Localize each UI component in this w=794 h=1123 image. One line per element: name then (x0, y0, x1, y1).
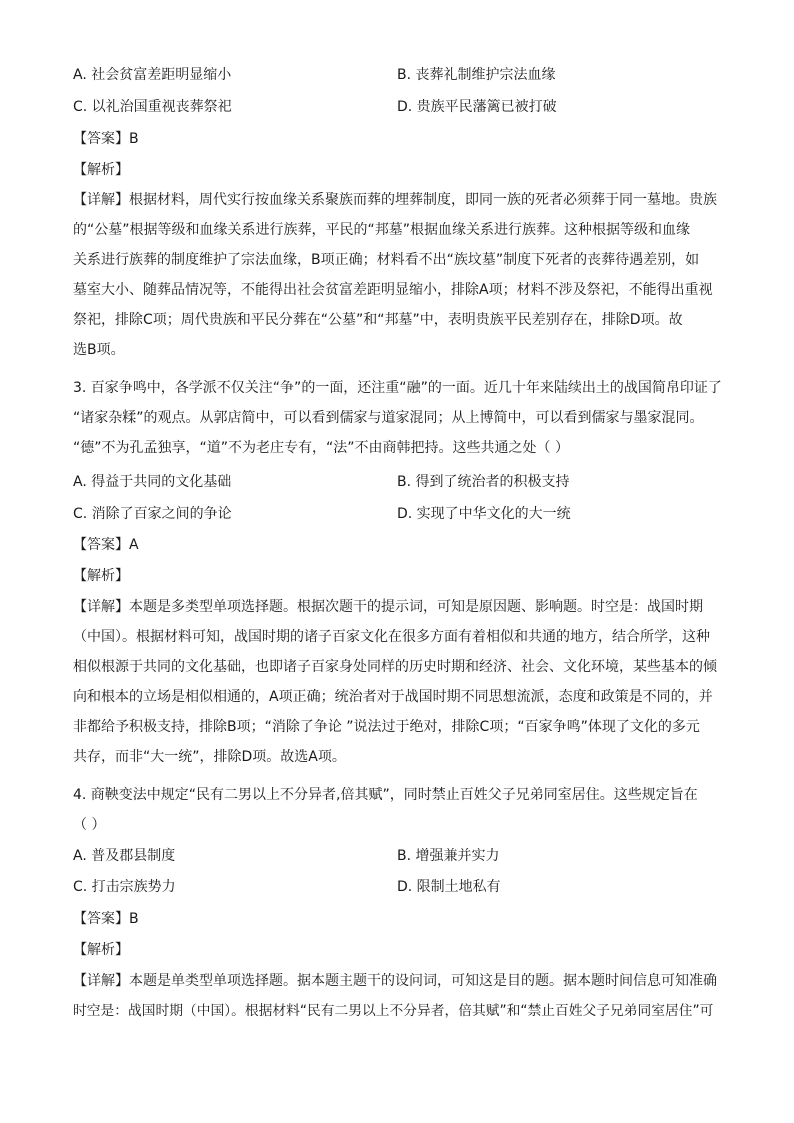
q3-detail-line: 相似根源于共同的文化基础，也即诸子百家身处同样的历史时期和经济、社会、文化环境，某些基本的倾 (73, 659, 717, 675)
q2-detail-line: 墓室大小、随葬品情况等，不能得出社会贫富差距明显缩小，排除A项；材料不涉及祭祀，不能得出重视 (73, 282, 713, 298)
q3-detail-line: 共存，而非“大一统”，排除D项。故选A项。 (73, 749, 346, 765)
q3-option-d[interactable]: D. 实现了中华文化的大一统 (397, 506, 571, 522)
q4-option-c[interactable]: C. 打击宗族势力 (73, 879, 176, 895)
q2-detail-line: 的“公墓”根据等级和血缘关系进行族葬，平民的“邦墓”根据血缘关系进行族葬。这种根据等级和血缘 (73, 222, 691, 238)
q4-stem (73, 780, 723, 840)
q3-stem-line: “诸家杂糅”的观点。从郭店简中，可以看到儒家与道家混同；从上博简中，可以看到儒家与墨家混同。 (73, 410, 704, 426)
q3-option-b[interactable]: B. 得到了统治者的积极支持 (397, 474, 570, 490)
q3-option-c[interactable]: C. 消除了百家之间的争论 (73, 506, 232, 522)
q2-detail (73, 185, 723, 365)
q4-option-b[interactable]: B. 增强兼并实力 (397, 848, 500, 864)
q3-answer: 【答案】A (73, 537, 139, 553)
q3-stem-line: “德”不为孔孟独享，“道”不为老庄专有，“法”不由商韩把持。这些共通之处（ ） (73, 440, 569, 456)
q3-detail (73, 592, 723, 772)
q2-option-b[interactable]: B. 丧葬礼制维护宗法血缘 (397, 67, 556, 83)
q2-option-a[interactable]: A. 社会贫富差距明显缩小 (73, 67, 232, 83)
q4-stem-line: 4. 商鞅变法中规定“民有二男以上不分异者,倍其赋”，同时禁止百姓父子兄弟同室居住。这些规定旨在 (73, 787, 698, 803)
q4-answer: 【答案】B (73, 911, 139, 927)
q4-option-a[interactable]: A. 普及郡县制度 (73, 848, 176, 864)
q4-analysis-label: 【解析】 (73, 942, 129, 958)
q2-analysis-label: 【解析】 (73, 162, 129, 178)
q2-option-d[interactable]: D. 贵族平民藩篱已被打破 (397, 99, 557, 115)
q2-option-c[interactable]: C. 以礼治国重视丧葬祭祀 (73, 99, 232, 115)
q3-analysis-label: 【解析】 (73, 568, 129, 584)
q3-detail-line: 向和根本的立场是相似相通的，A项正确；统治者对于战国时期不同思想流派，态度和政策是不同的，并 (73, 689, 713, 705)
q3-stem (73, 373, 723, 463)
q2-detail-line: 选B项。 (73, 342, 125, 358)
q4-option-d[interactable]: D. 限制土地私有 (397, 879, 501, 895)
q4-detail-line: 时空是：战国时期（中国）。根据材料“民有二男以上不分异者，倍其赋”和“禁止百姓父子兄弟同室居住”可 (73, 1003, 714, 1019)
q4-stem-line: （ ） (73, 817, 106, 833)
q2-detail-line: 祭祀，排除C项；周代贵族和平民分葬在“公墓”和“邦墓”中，表明贵族平民差别存在，排除D项。故 (73, 312, 683, 328)
q4-detail-line: 【详解】本题是单类型单项选择题。据本题主题干的设问词，可知这是目的题。据本题时间信息可知准确 (73, 973, 717, 989)
q3-stem-line: 3. 百家争鸣中，各学派不仅关注“争”的一面，还注重“融”的一面。近几十年来陆续出土的战国简帛印证了 (73, 380, 722, 396)
q3-detail-line: 【详解】本题是多类型单项选择题。根据次题干的提示词，可知是原因题、影响题。时空是：战国时期 (73, 599, 703, 615)
q3-detail-line: （中国）。根据材料可知，战国时期的诸子百家文化在很多方面有着相似和共通的地方，结合所学，这种 (73, 629, 710, 645)
q2-detail-line: 关系进行族葬的制度维护了宗法血缘，B项正确；材料看不出“族坟墓”制度下死者的丧葬待遇差别，如 (73, 252, 700, 268)
q3-detail-line: 非都给予积极支持，排除B项；“消除了争论 ”说法过于绝对，排除C项；“百家争鸣”体现了文化的多元 (73, 719, 700, 735)
q2-detail-line: 【详解】根据材料，周代实行按血缘关系聚族而葬的埋葬制度，即同一族的死者必须葬于同一墓地。贵族 (73, 192, 717, 208)
q3-option-a[interactable]: A. 得益于共同的文化基础 (73, 474, 232, 490)
q2-answer: 【答案】B (73, 131, 139, 147)
q4-detail (73, 966, 723, 1026)
